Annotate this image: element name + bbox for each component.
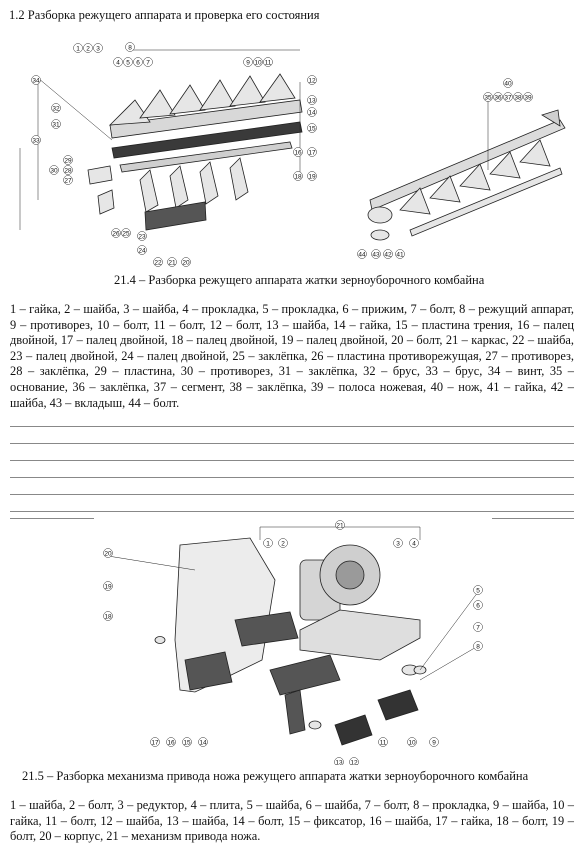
svg-text:11: 11 <box>264 59 272 67</box>
cutting-apparatus-exploded-view <box>0 30 584 270</box>
knife-drive-exploded-view <box>0 520 584 765</box>
svg-text:11: 11 <box>379 739 387 747</box>
svg-text:2: 2 <box>86 45 90 53</box>
svg-text:20: 20 <box>104 550 112 558</box>
svg-text:9: 9 <box>246 59 250 67</box>
svg-text:33: 33 <box>32 137 40 145</box>
svg-text:15: 15 <box>183 739 191 747</box>
svg-text:10: 10 <box>408 739 416 747</box>
svg-text:22: 22 <box>154 259 162 267</box>
answer-line <box>10 426 574 427</box>
svg-text:17: 17 <box>151 739 159 747</box>
answer-line-short-right <box>492 518 574 519</box>
svg-text:27: 27 <box>64 177 72 185</box>
answer-line <box>10 494 574 495</box>
svg-text:38: 38 <box>514 94 522 102</box>
svg-text:8: 8 <box>128 44 132 52</box>
svg-text:6: 6 <box>136 59 140 67</box>
svg-text:44: 44 <box>358 251 366 259</box>
answer-line <box>10 511 574 512</box>
svg-text:6: 6 <box>476 602 480 610</box>
answer-line <box>10 460 574 461</box>
svg-text:1: 1 <box>76 45 80 53</box>
svg-text:13: 13 <box>335 759 343 765</box>
svg-text:4: 4 <box>116 59 120 67</box>
svg-text:7: 7 <box>476 624 480 632</box>
svg-text:18: 18 <box>294 173 302 181</box>
svg-text:18: 18 <box>104 613 112 621</box>
svg-text:39: 39 <box>524 94 532 102</box>
svg-text:36: 36 <box>494 94 502 102</box>
svg-text:43: 43 <box>372 251 380 259</box>
svg-text:7: 7 <box>146 59 150 67</box>
svg-text:19: 19 <box>308 173 316 181</box>
section-heading: 1.2 Разборка режущего аппарата и проверка его состояния <box>9 8 320 22</box>
svg-text:32: 32 <box>52 105 60 113</box>
svg-text:16: 16 <box>167 739 175 747</box>
svg-text:40: 40 <box>504 80 512 88</box>
svg-text:12: 12 <box>350 759 358 765</box>
svg-text:25: 25 <box>122 230 130 238</box>
svg-text:12: 12 <box>308 77 316 85</box>
svg-text:20: 20 <box>182 259 190 267</box>
svg-text:13: 13 <box>308 97 316 105</box>
answer-line-short-left <box>10 518 94 519</box>
figure-legend-1: 1 – гайка, 2 – шайба, 3 – шайба, 4 – прокладка, 5 – прокладка, 6 – прижим, 7 – болт, 8 – режущий аппарат, 9 – противорез, 10 – болт, 11 – болт, 12 – болт, 13 – шайба, 14 – гайка, 15 – пластина трения, 16 – палец двойной, 17 – палец двойной, 18 – палец двойной, 19 – палец двойной, 20 – болт, 21 – каркас, 22 – шайба, 23 – палец двойной, 24 – палец двойной, 25 – заклёпка, 26 – пластина противорежущая, 27 – противорез, 28 – заклёпка, 29 – пластина, 30 – противорез, 31 – заклёпка, 32 – брус, 33 – брус, 34 – винт, 35 – основание, 36 – заклёпка, 37 – сегмент, 38 – заклёпка, 39 – полоса ножевая, 40 – нож, 41 – гайка, 42 – шайба, 43 – вкладыш, 44 – болт. <box>10 302 574 410</box>
svg-text:21: 21 <box>168 259 176 267</box>
svg-text:28: 28 <box>64 167 72 175</box>
svg-text:5: 5 <box>126 59 130 67</box>
svg-text:14: 14 <box>308 109 316 117</box>
svg-text:37: 37 <box>504 94 512 102</box>
svg-text:15: 15 <box>308 125 316 133</box>
svg-text:17: 17 <box>308 149 316 157</box>
svg-text:35: 35 <box>484 94 492 102</box>
svg-text:42: 42 <box>384 251 392 259</box>
svg-text:9: 9 <box>432 739 436 747</box>
svg-text:10: 10 <box>254 59 262 67</box>
svg-text:14: 14 <box>199 739 207 747</box>
svg-text:29: 29 <box>64 157 72 165</box>
svg-text:30: 30 <box>50 167 58 175</box>
svg-text:41: 41 <box>396 251 404 259</box>
svg-text:2: 2 <box>281 540 285 548</box>
svg-text:31: 31 <box>52 121 60 129</box>
svg-text:16: 16 <box>294 149 302 157</box>
svg-text:5: 5 <box>476 587 480 595</box>
svg-text:3: 3 <box>396 540 400 548</box>
svg-text:19: 19 <box>104 583 112 591</box>
svg-text:4: 4 <box>412 540 416 548</box>
svg-text:1: 1 <box>266 540 270 548</box>
svg-text:8: 8 <box>476 643 480 651</box>
svg-text:26: 26 <box>112 230 120 238</box>
svg-text:34: 34 <box>32 77 40 85</box>
svg-text:21: 21 <box>336 522 344 530</box>
figure-legend-2: 1 – шайба, 2 – болт, 3 – редуктор, 4 – плита, 5 – шайба, 6 – шайба, 7 – болт, 8 – прокладка, 9 – шайба, 10 – гайка, 11 – болт, 12 – шайба, 13 – шайба, 14 – болт, 15 – фиксатор, 16 – шайба, 17 – гайка, 18 – болт, 19 – болт, 20 – корпус, 21 – механизм привода ножа. <box>10 798 574 844</box>
svg-text:3: 3 <box>96 45 100 53</box>
answer-line <box>10 443 574 444</box>
figure-caption-1: 21.4 – Разборка режущего аппарата жатки зерноуборочного комбайна <box>114 273 485 287</box>
svg-text:23: 23 <box>138 233 146 241</box>
figure-caption-2: 21.5 – Разборка механизма привода ножа режущего аппарата жатки зерноуборочного комбайна <box>22 769 529 783</box>
answer-line <box>10 477 574 478</box>
svg-text:24: 24 <box>138 247 146 255</box>
